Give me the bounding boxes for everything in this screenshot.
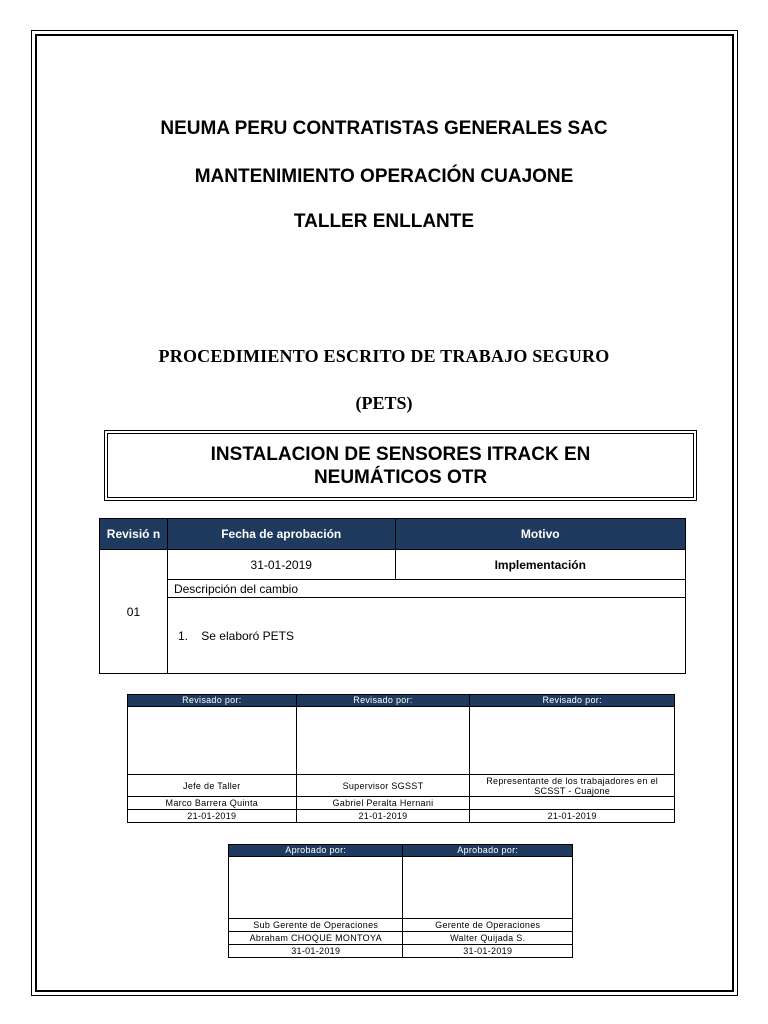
approver-name-2: Walter Quijada S. <box>403 932 573 945</box>
reviewer-name-3 <box>470 797 675 810</box>
document-title: INSTALACION DE SENSORES ITRACK EN NEUMÁTICOS OTR <box>210 443 591 488</box>
reviewed-by-table <box>127 694 675 823</box>
reviewed-header-1: Revisado por: <box>128 695 297 707</box>
revision-reason: Implementación <box>395 550 685 580</box>
reviewed-header-2: Revisado por: <box>296 695 470 707</box>
signature-space <box>229 857 403 919</box>
reason-header: Motivo <box>395 519 685 550</box>
reviewer-name-2: Gabriel Peralta Hernani <box>296 797 470 810</box>
approval-date: 31-01-2019 <box>167 550 395 580</box>
change-description-label: Descripción del cambio <box>167 580 685 598</box>
approver-name-1: Abraham CHOQUE MONTOYA <box>229 932 403 945</box>
review-date-3: 21-01-2019 <box>470 810 675 823</box>
approver-role-2: Gerente de Operaciones <box>403 919 573 932</box>
reviewed-header-3: Revisado por: <box>470 695 675 707</box>
approved-by-table <box>228 844 573 958</box>
review-date-2: 21-01-2019 <box>296 810 470 823</box>
procedure-acronym: (PETS) <box>355 393 413 413</box>
area-name: MANTENIMIENTO OPERACIÓN CUAJONE <box>194 166 574 187</box>
revision-table <box>99 518 686 674</box>
approved-header-1: Aprobado por: <box>229 845 403 857</box>
review-date-1: 21-01-2019 <box>128 810 297 823</box>
approved-header-2: Aprobado por: <box>403 845 573 857</box>
reviewer-name-1: Marco Barrera Quinta <box>128 797 297 810</box>
signature-space <box>403 857 573 919</box>
approval-date-1: 31-01-2019 <box>229 945 403 958</box>
signature-space <box>128 707 297 775</box>
company-name: NEUMA PERU CONTRATISTAS GENERALES SAC <box>160 118 608 139</box>
change-description-text: 1. Se elaboró PETS <box>167 598 685 674</box>
document-title-box <box>104 430 697 501</box>
approver-role-1: Sub Gerente de Operaciones <box>229 919 403 932</box>
signature-space <box>296 707 470 775</box>
shop-name: TALLER ENLLANTE <box>293 211 475 232</box>
procedure-name: PROCEDIMIENTO ESCRITO DE TRABAJO SEGURO <box>158 346 610 366</box>
revision-number: 01 <box>100 550 168 674</box>
reviewer-role-3: Representante de los trabajadores en el SCSST - Cuajone <box>470 775 675 797</box>
revision-header: Revisió n <box>100 519 168 550</box>
date-header: Fecha de aprobación <box>167 519 395 550</box>
reviewer-role-2: Supervisor SGSST <box>296 775 470 797</box>
reviewer-role-1: Jefe de Taller <box>128 775 297 797</box>
approval-date-2: 31-01-2019 <box>403 945 573 958</box>
signature-space <box>470 707 675 775</box>
